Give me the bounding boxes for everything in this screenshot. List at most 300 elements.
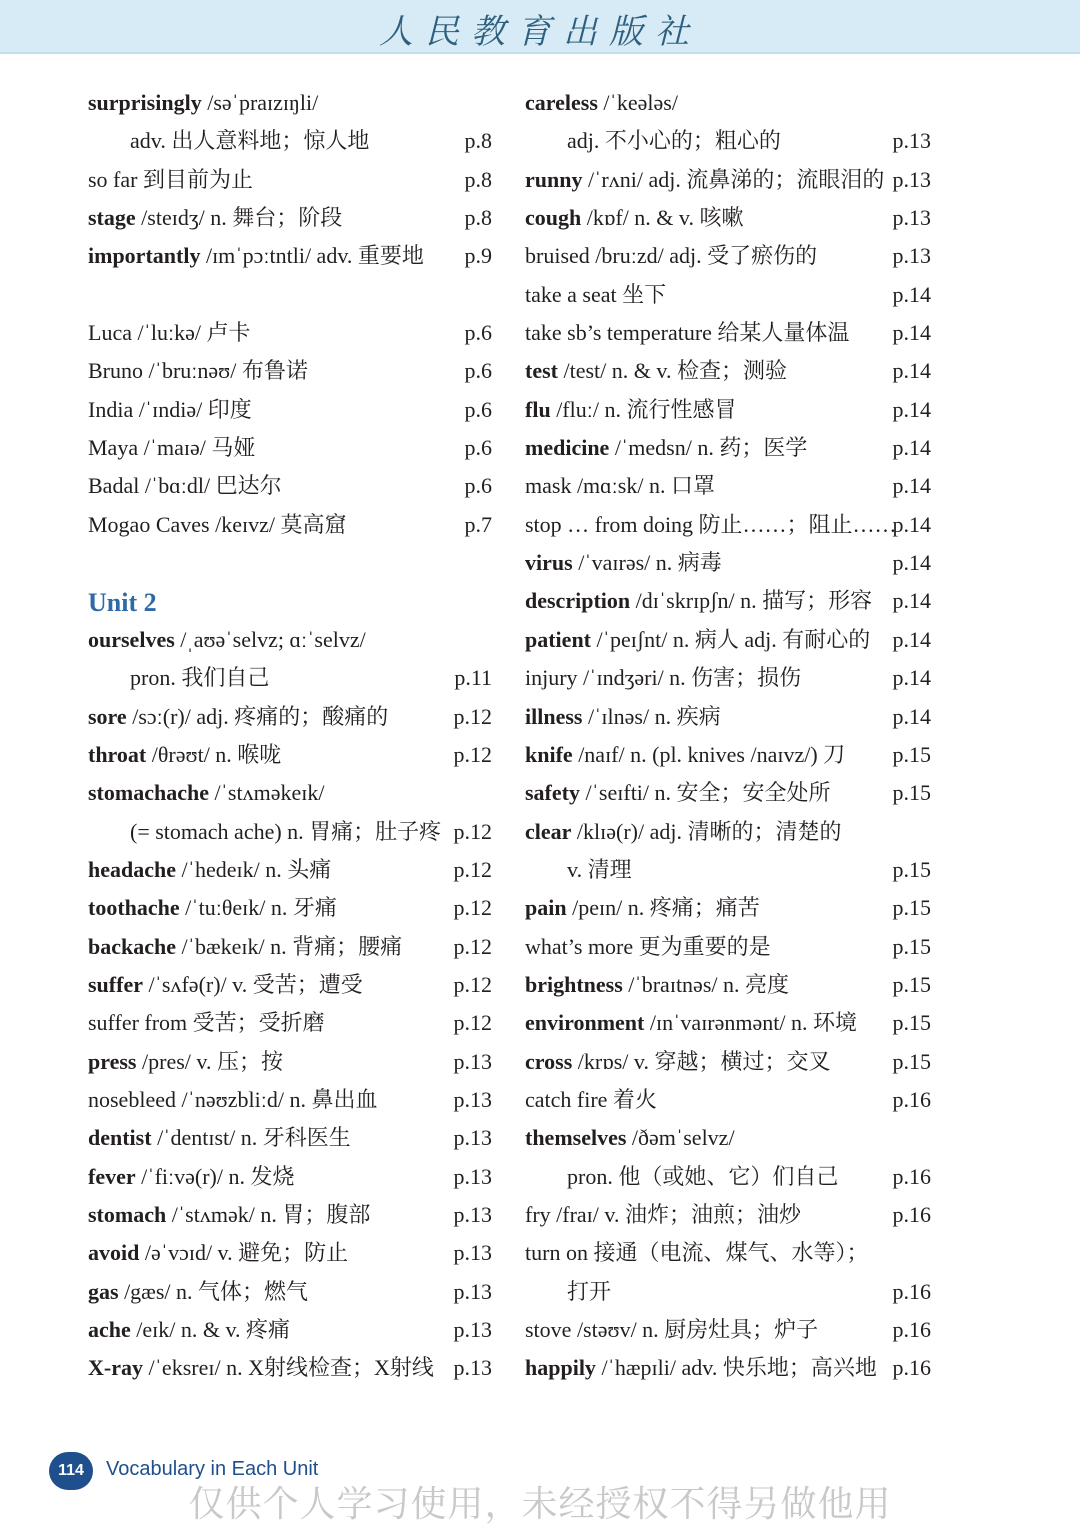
vocab-entry-text [525,889,760,927]
definition: turn on 接通（电流、煤气、水等）； [525,1240,869,1266]
headword: ourselves [88,626,175,652]
vocab-entry [525,1119,937,1157]
definition: /ˈsʌfə(r)/ v. 受苦；遭受 [142,971,363,997]
page-reference: p.13 [453,1317,492,1342]
definition: nosebleed /ˈnəʊzbliːd/ n. 鼻出血 [88,1086,378,1112]
vocab-entry [88,122,500,160]
page-reference: p.13 [453,1355,492,1381]
headword: stomachache [88,780,209,806]
vocab-entry [88,1234,500,1272]
page-reference: p.16 [892,1201,931,1227]
vocab-entry [525,889,937,927]
page-reference: p.15 [892,780,931,806]
headword: test [525,358,558,384]
headword: gas [88,1278,119,1304]
definition: /ˈfiːvə(r)/ n. 发烧 [135,1163,295,1189]
vocab-entry [88,1196,500,1234]
vocab-entry-text [525,582,872,620]
vocab-entry-text [88,1043,283,1081]
page-reference: p.14 [892,703,931,729]
headword: themselves [525,1125,627,1151]
vocab-entry-text [88,161,253,199]
page-reference: p.14 [892,320,931,346]
headword: medicine [525,435,610,461]
definition: /ˈvaɪrəs/ n. 病毒 [572,550,722,576]
vocab-entry-text [525,467,715,505]
vocab-entry [525,161,937,199]
definition: pron. 我们自己 [130,665,270,691]
headword: patient [525,626,591,652]
definition: /klɪə(r)/ adj. 清晰的；清楚的 [571,818,842,844]
vocab-entry [525,467,937,505]
headword: cross [525,1048,573,1074]
headword: press [88,1048,137,1074]
page-reference: p.14 [892,396,931,422]
vocab-entry [525,314,937,352]
vocab-entry [88,199,500,237]
vocab-entry [88,352,500,390]
vocab-entry [88,659,500,697]
vocab-entry [88,698,500,736]
page-reference: p.13 [453,1125,492,1151]
page-reference: p.6 [464,396,492,422]
headword: X-ray [88,1355,143,1381]
page-reference: p.15 [892,933,931,959]
headword: throat [88,741,147,767]
headword: stage [88,205,136,231]
page-reference: p.12 [453,741,492,767]
vocab-entry [88,966,500,1004]
vocab-entry [525,122,937,160]
headword: knife [525,741,573,767]
vocab-entry-text [525,659,801,697]
page-reference: p.12 [453,1010,492,1036]
definition: India /ˈɪndiə/ 印度 [88,396,252,422]
vocab-entry [88,1043,500,1081]
headword: virus [525,550,573,576]
page-reference: p.14 [892,473,931,499]
headword: brightness [525,971,623,997]
vocab-entry-text [88,1273,308,1311]
vocabulary-column-right [525,84,937,1388]
vocab-entry [88,467,500,505]
page-reference: p.15 [892,1010,931,1036]
headword: importantly [88,243,201,269]
vocab-entry [88,1004,500,1042]
vocab-entry [88,314,500,352]
spacer [88,276,500,314]
vocab-entry-text [525,122,781,160]
headword: flu [525,396,551,422]
vocab-entry-text [88,966,363,1004]
definition: catch fire 着火 [525,1086,657,1112]
definition: (= stomach ache) n. 胃痛；肚子疼 [130,818,442,844]
vocab-entry-text [525,851,632,889]
page-reference: p.13 [453,1048,492,1074]
headword: environment [525,1010,645,1036]
vocab-entry-text [525,774,831,812]
page-reference: p.13 [453,1086,492,1112]
page-reference: p.13 [453,1163,492,1189]
vocab-entry-text [525,928,771,966]
vocab-entry [88,506,500,544]
definition: /dɪˈskrɪpʃn/ n. 描写；形容 [630,588,873,614]
page-reference: p.15 [892,971,931,997]
vocab-entry-text [88,928,402,966]
page-reference: p.13 [453,1278,492,1304]
vocab-entry [525,774,937,812]
vocab-entry-text [525,199,744,237]
vocab-entry-text [88,391,252,429]
headword: fever [88,1163,136,1189]
vocab-entry-text [525,314,849,352]
page-reference: p.6 [464,473,492,499]
vocab-entry-text [88,1196,370,1234]
vocab-entry-text [88,122,369,160]
vocab-entry-text [88,1119,351,1157]
definition: /ˈseɪfti/ n. 安全；安全处所 [579,780,831,806]
page-reference: p.11 [454,665,492,691]
vocab-entry [525,352,937,390]
vocab-entry [525,429,937,467]
page-reference: p.12 [453,895,492,921]
definition: /eɪk/ n. & v. 疼痛 [130,1317,291,1342]
definition: stove /stəʊv/ n. 厨房灶具；炉子 [525,1317,819,1342]
vocab-entry [525,659,937,697]
vocab-entry-text [525,966,789,1004]
definition: /sɔː(r)/ adj. 疼痛的；酸痛的 [126,703,389,729]
definition: /ˈtuːθeɪk/ n. 牙痛 [179,895,337,921]
headword: backache [88,933,176,959]
vocab-entry [88,889,500,927]
definition: adv. 出人意料地；惊人地 [130,128,370,154]
vocab-entry-text [88,1081,377,1119]
page-reference: p.14 [892,511,931,537]
vocab-entry-text [525,161,884,199]
page-reference: p.14 [892,665,931,691]
page-reference: p.14 [892,626,931,652]
headword: clear [525,818,572,844]
vocab-entry-text [525,544,722,582]
vocab-entry [525,276,937,314]
definition: /pres/ v. 压；按 [136,1048,283,1074]
definition: /ˈkeələs/ [597,90,678,115]
vocab-entry-text [525,276,666,314]
page-reference: p.12 [453,703,492,729]
vocab-entry-text [525,813,841,851]
vocab-entry [525,621,937,659]
headword: headache [88,856,176,882]
vocab-entry [525,199,937,237]
vocab-entry-text [525,429,807,467]
vocab-entry-text [525,506,897,544]
publisher-name: 人民教育出版社 [379,12,701,52]
definition: /steɪdʒ/ n. 舞台；阶段 [135,205,343,231]
page-reference: p.14 [892,588,931,614]
vocab-entry [525,966,937,1004]
page-reference: p.16 [892,1163,931,1189]
vocab-entry-text [525,352,787,390]
definition: /kɒf/ n. & v. 咳嗽 [581,205,744,231]
vocab-entry [88,851,500,889]
page-reference: p.16 [892,1278,931,1304]
vocab-entry [88,621,500,659]
vocab-entry-text [88,736,281,774]
headword: happily [525,1355,596,1381]
page-reference: p.14 [892,358,931,384]
definition: /ˈpeɪʃnt/ n. 病人 adj. 有耐心的 [591,626,871,652]
vocab-entry-text [88,851,331,889]
page-reference: p.15 [892,895,931,921]
headword: dentist [88,1125,152,1151]
vocab-entry-text [525,621,870,659]
headword: runny [525,166,583,192]
definition: Bruno /ˈbruːnəʊ/ 布鲁诺 [88,358,308,384]
unit-heading: Unit 2 [88,588,157,618]
headword: cough [525,205,582,231]
definition: mask /mɑːsk/ n. 口罩 [525,473,715,499]
vocab-entry-text [525,1273,611,1311]
headword: careless [525,90,598,115]
vocab-entry-text [88,199,342,237]
page-reference: p.12 [453,818,492,844]
definition: /ˈhedeɪk/ n. 头痛 [176,856,332,882]
definition: v. 清理 [567,856,632,882]
definition: /naɪf/ n. (pl. knives /naɪvz/) 刀 [572,741,846,767]
page-reference: p.12 [453,933,492,959]
definition: /ˈɪlnəs/ n. 疾病 [582,703,721,729]
vocab-entry-text [525,1311,818,1349]
definition: suffer from 受苦；受折磨 [88,1010,325,1036]
definition: injury /ˈɪndʒəri/ n. 伤害；损伤 [525,665,802,691]
page-reference: p.13 [453,1240,492,1266]
vocab-entry-text [525,1081,657,1119]
headword: toothache [88,895,180,921]
page-reference: p.7 [464,511,492,537]
vocab-entry-text [525,1349,877,1387]
definition: so far 到目前为止 [88,166,253,192]
page-reference: p.14 [892,550,931,576]
headword: sore [88,703,127,729]
vocab-entry-text [88,889,337,927]
page-reference: p.12 [453,971,492,997]
definition: 打开 [567,1278,612,1304]
vocab-entry-text [88,467,282,505]
page-reference: p.16 [892,1086,931,1112]
definition: /ˈmedsn/ n. 药；医学 [609,435,808,461]
vocab-entry [525,698,937,736]
vocab-entry [88,237,500,275]
vocab-entry-text [525,84,678,122]
vocab-entry [525,1004,937,1042]
vocab-entry [525,1311,937,1349]
definition: take sb’s temperature 给某人量体温 [525,320,850,346]
vocab-entry [88,774,500,812]
vocab-entry [88,161,500,199]
definition: /səˈpraɪzɪŋli/ [201,90,319,115]
vocab-entry [88,928,500,966]
vocab-entry-text [88,1004,325,1042]
vocab-entry [525,391,937,429]
vocab-entry-text [88,813,441,851]
page-reference: p.15 [892,741,931,767]
vocab-entry [88,84,500,122]
definition: /test/ n. & v. 检查；测验 [557,358,787,384]
vocab-entry [525,1081,937,1119]
definition: fry /fraɪ/ v. 油炸；油煎；油炒 [525,1201,801,1227]
definition: Mogao Caves /keɪvz/ 莫高窟 [88,511,347,537]
vocab-entry [525,813,937,851]
vocab-entry-text [88,429,255,467]
definition: stop … from doing 防止……；阻止…… [525,511,897,537]
definition: /əˈvɔɪd/ v. 避免；防止 [139,1240,349,1266]
watermark: 仅供个人学习使用，未经授权不得另做他用 [188,1484,892,1525]
footer-title: Vocabulary in Each Unit [106,1458,319,1480]
vocab-entry-text [88,1158,294,1196]
vocab-entry-text [525,237,817,275]
page-reference: p.13 [892,128,931,154]
page-reference: p.15 [892,856,931,882]
definition: /ˈeksreɪ/ n. X射线检查；X射线 [142,1355,434,1381]
vocab-entry-text [88,352,308,390]
headword: description [525,588,631,614]
definition: /krɒs/ v. 穿越；横过；交叉 [572,1048,831,1074]
page-reference: p.13 [453,1201,492,1227]
vocab-entry [88,1081,500,1119]
headword: illness [525,703,583,729]
definition: /ɪnˈvaɪrənmənt/ n. 环境 [644,1010,857,1036]
vocab-entry [525,506,937,544]
definition: /ˈhæpɪli/ adv. 快乐地；高兴地 [595,1355,877,1381]
vocab-entry [88,813,500,851]
page-reference: p.6 [464,320,492,346]
vocab-entry [88,1158,500,1196]
page-reference: p.6 [464,435,492,461]
page-reference: p.16 [892,1317,931,1342]
vocab-entry-text [88,621,366,659]
definition: /ˈstʌmək/ n. 胃；腹部 [166,1201,371,1227]
vocab-entry-text [525,698,721,736]
page-reference: p.13 [892,166,931,192]
headword: suffer [88,971,143,997]
headword: safety [525,780,580,806]
vocab-entry-text [88,314,251,352]
headword: ache [88,1317,131,1342]
definition: /ðəmˈselvz/ [626,1125,735,1151]
definition: adj. 不小心的；粗心的 [567,128,781,154]
vocab-entry [525,928,937,966]
vocabulary-column-left [88,84,500,1388]
vocab-entry-text [525,1043,830,1081]
vocab-entry [88,1119,500,1157]
definition: Luca /ˈluːkə/ 卢卡 [88,320,251,346]
headword: avoid [88,1240,140,1266]
vocab-entry [88,1349,500,1387]
definition: /peɪn/ n. 疼痛；痛苦 [566,895,760,921]
vocab-entry [525,1043,937,1081]
page-number-badge: 114 [49,1452,93,1490]
page-reference: p.8 [464,128,492,154]
vocab-entry [525,1196,937,1234]
definition: /ˈrʌni/ adj. 流鼻涕的；流眼泪的 [582,166,885,192]
definition: /ˈbækeɪk/ n. 背痛；腰痛 [176,933,403,959]
vocab-entry [525,1234,937,1272]
vocab-entry-text [88,237,424,275]
vocab-entry-text [88,506,346,544]
vocab-entry [88,391,500,429]
definition: pron. 他（或她、它）们自己 [567,1163,839,1189]
headword: stomach [88,1201,167,1227]
vocab-entry [88,1311,500,1349]
page-reference: p.14 [892,435,931,461]
vocab-entry-text [88,659,269,697]
vocab-entry-text [525,1004,857,1042]
definition: /θrəʊt/ n. 喉咙 [146,741,282,767]
vocab-entry-text [88,774,324,812]
publisher-banner [0,0,1080,54]
vocab-entry-text [525,1234,868,1272]
definition: /fluː/ n. 流行性感冒 [550,396,737,422]
vocab-entry-text [525,736,845,774]
definition: take a seat 坐下 [525,281,667,307]
vocab-entry [88,429,500,467]
definition: /ˌaʊəˈselvz; ɑːˈselvz/ [174,626,366,652]
vocab-entry-text [525,1158,838,1196]
vocab-entry-text [88,1349,434,1387]
definition: /gæs/ n. 气体；燃气 [118,1278,309,1304]
page-reference: p.13 [892,205,931,231]
headword: surprisingly [88,90,202,115]
vocab-entry [525,736,937,774]
page-reference: p.9 [464,243,492,269]
vocab-entry [525,851,937,889]
vocab-entry-text [525,1196,801,1234]
definition: /ˈdentɪst/ n. 牙科医生 [151,1125,351,1151]
vocab-entry [525,544,937,582]
vocab-entry-text [525,1119,735,1157]
spacer [88,544,500,582]
vocab-entry-text [88,1234,348,1272]
page-reference: p.8 [464,166,492,192]
vocab-entry [525,1273,937,1311]
vocab-entry [525,1158,937,1196]
page-reference: p.16 [892,1355,931,1381]
vocab-entry-text [525,391,736,429]
vocab-entry [525,1349,937,1387]
vocab-entry [88,1273,500,1311]
definition: /ˈstʌməkeɪk/ [208,780,325,806]
page-reference: p.14 [892,281,931,307]
definition: Maya /ˈmaɪə/ 马娅 [88,435,256,461]
vocab-entry-text [88,698,388,736]
vocab-entry [525,84,937,122]
vocab-entry [88,736,500,774]
page-reference: p.8 [464,205,492,231]
page-reference: p.6 [464,358,492,384]
vocab-entry [525,237,937,275]
definition: bruised /bruːzd/ adj. 受了瘀伤的 [525,243,818,269]
definition: /ˈbraɪtnəs/ n. 亮度 [622,971,789,997]
definition: what’s more 更为重要的是 [525,933,771,959]
vocab-entry-text [88,84,318,122]
page-reference: p.12 [453,856,492,882]
definition: /ɪmˈpɔːtntli/ adv. 重要地 [200,243,424,269]
page-reference: p.15 [892,1048,931,1074]
page-reference: p.13 [892,243,931,269]
vocab-entry-text [88,1311,290,1349]
vocab-entry [525,582,937,620]
definition: Badal /ˈbɑːdl/ 巴达尔 [88,473,282,499]
